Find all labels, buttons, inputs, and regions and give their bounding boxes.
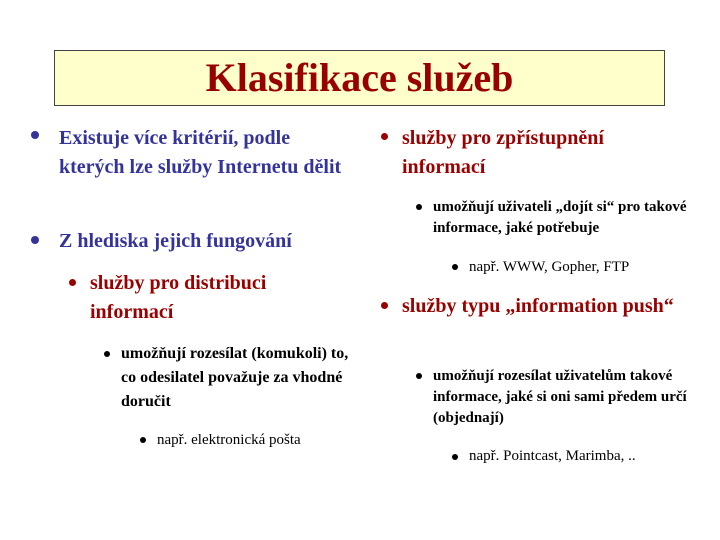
- right-item-access-desc: umožňují uživateli „dojít si“ pro takové informace, jaké potřebuje: [433, 199, 687, 236]
- bullet-icon: [104, 351, 110, 357]
- left-item-function: Z hlediska jejich fungování: [59, 230, 292, 252]
- right-item-access: služby pro zpřístupnění informací: [402, 127, 604, 178]
- left-item-distribution-example: např. elektronická pošta: [157, 432, 301, 448]
- right-item-push-example: např. Pointcast, Marimba, ..: [469, 448, 636, 464]
- right-item-access-example: např. WWW, Gopher, FTP: [469, 259, 630, 275]
- title-box: [54, 50, 665, 106]
- bullet-icon: [31, 236, 39, 244]
- right-item-push-desc: umožňují rozesílat uživatelům takové informace, jaké si oni sami předem určí (objednají): [433, 368, 687, 426]
- bullet-icon: [140, 437, 146, 443]
- bullet-icon: [452, 454, 458, 460]
- bullet-icon: [416, 204, 422, 210]
- slide-title: Klasifikace služeb: [205, 55, 514, 100]
- bullet-icon: [452, 264, 458, 270]
- left-item-criteria: Existuje více kritérií, podle kterých lze služby Internetu dělit: [59, 127, 342, 178]
- right-item-push: služby typu „information push“: [402, 295, 674, 317]
- bullet-icon: [381, 302, 388, 309]
- left-item-distribution-desc: umožňují rozesílat (komukoli) to, co odesilatel považuje za vhodné doručit: [121, 345, 349, 410]
- bullet-icon: [416, 373, 422, 379]
- bullet-icon: [69, 279, 76, 286]
- bullet-icon: [381, 133, 388, 140]
- bullet-icon: [31, 131, 39, 139]
- left-item-distribution: služby pro distribuci informací: [90, 272, 267, 323]
